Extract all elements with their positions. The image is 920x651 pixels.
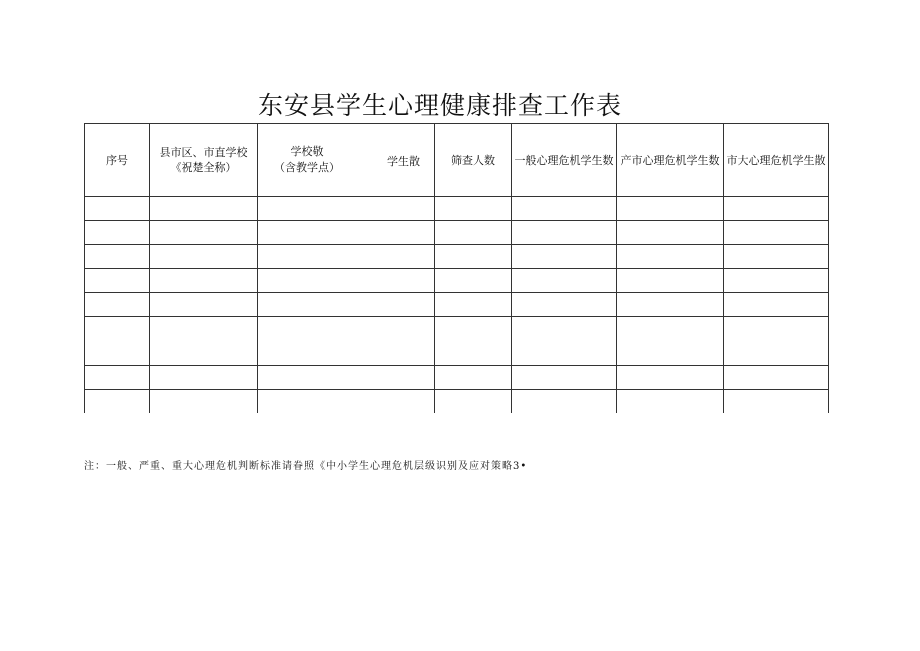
- table-cell: [258, 390, 435, 414]
- table-cell: [258, 366, 435, 390]
- table-row: [85, 317, 829, 366]
- table-cell: [258, 269, 435, 293]
- table-cell: [435, 245, 512, 269]
- table-row: [85, 197, 829, 221]
- table-cell: [150, 269, 258, 293]
- table-row: [85, 390, 829, 414]
- header-county-line2: 《祝楚全称）: [170, 161, 237, 174]
- screening-table: [84, 123, 829, 413]
- table-cell: [150, 366, 258, 390]
- table-cell: [150, 245, 258, 269]
- table-cell: [512, 245, 617, 269]
- table-cell: [724, 293, 829, 317]
- table-cell: [512, 366, 617, 390]
- table-cell: [85, 245, 150, 269]
- table-cell: [435, 390, 512, 414]
- table-cell: [85, 317, 150, 366]
- table-cell: [512, 221, 617, 245]
- header-county-line1: 县市区、市直学校: [159, 146, 248, 159]
- table-cell: [512, 293, 617, 317]
- table-cell: [85, 197, 150, 221]
- table-cell: [724, 245, 829, 269]
- table-cell: [435, 293, 512, 317]
- table-cell: [435, 317, 512, 366]
- header-school-and-students: [258, 124, 435, 197]
- table-cell: [724, 221, 829, 245]
- table-cell: [258, 293, 435, 317]
- header-major-crisis: 市大心理危机学生散: [724, 124, 829, 197]
- table-cell: [617, 293, 724, 317]
- table-cell: [258, 317, 435, 366]
- table-cell: [724, 366, 829, 390]
- table-cell: [724, 197, 829, 221]
- table-cell: [435, 221, 512, 245]
- header-school-line2: （含教学点）: [274, 161, 340, 174]
- table-cell: [617, 245, 724, 269]
- header-screened: 筛查人数: [435, 124, 512, 197]
- header-county: [150, 124, 258, 197]
- table-cell: [85, 390, 150, 414]
- table-cell: [724, 269, 829, 293]
- header-school: [272, 144, 342, 176]
- table-cell: [150, 293, 258, 317]
- table-cell: [512, 390, 617, 414]
- table-header-row: [85, 124, 829, 197]
- table-cell: [724, 390, 829, 414]
- table-cell: [435, 366, 512, 390]
- table-cell: [85, 269, 150, 293]
- table-cell: [617, 390, 724, 414]
- header-general-crisis: 一般心理危机学生数: [512, 124, 617, 197]
- header-seq: 序号: [85, 124, 150, 197]
- footnote: 注：一般、严重、重大心理危机判断标准请眷照《中小学生心理危机层级识别及应对策略3•: [84, 461, 528, 472]
- table-row: [85, 293, 829, 317]
- table-cell: [724, 317, 829, 366]
- header-serious-crisis: 产市心理危机学生数: [617, 124, 724, 197]
- table-cell: [512, 317, 617, 366]
- table-cell: [85, 221, 150, 245]
- table-row: [85, 221, 829, 245]
- table-row: [85, 269, 829, 293]
- table-cell: [85, 366, 150, 390]
- table-cell: [617, 269, 724, 293]
- table-cell: [258, 245, 435, 269]
- page-title: 东安县学生心理健康排查工作表: [257, 91, 622, 120]
- table-row: [85, 366, 829, 390]
- table-cell: [617, 366, 724, 390]
- header-school-line1: 学校敬: [290, 145, 324, 158]
- table-cell: [435, 197, 512, 221]
- table-cell: [150, 221, 258, 245]
- table-cell: [85, 293, 150, 317]
- table-cell: [150, 197, 258, 221]
- table-cell: [512, 197, 617, 221]
- table-cell: [617, 197, 724, 221]
- table-cell: [150, 317, 258, 366]
- table-cell: [258, 197, 435, 221]
- table-cell: [512, 269, 617, 293]
- table-cell: [617, 221, 724, 245]
- table-cell: [435, 269, 512, 293]
- table-row: [85, 245, 829, 269]
- table-cell: [617, 317, 724, 366]
- table-cell: [150, 390, 258, 414]
- header-students: 学生散: [387, 155, 420, 168]
- table-cell: [258, 221, 435, 245]
